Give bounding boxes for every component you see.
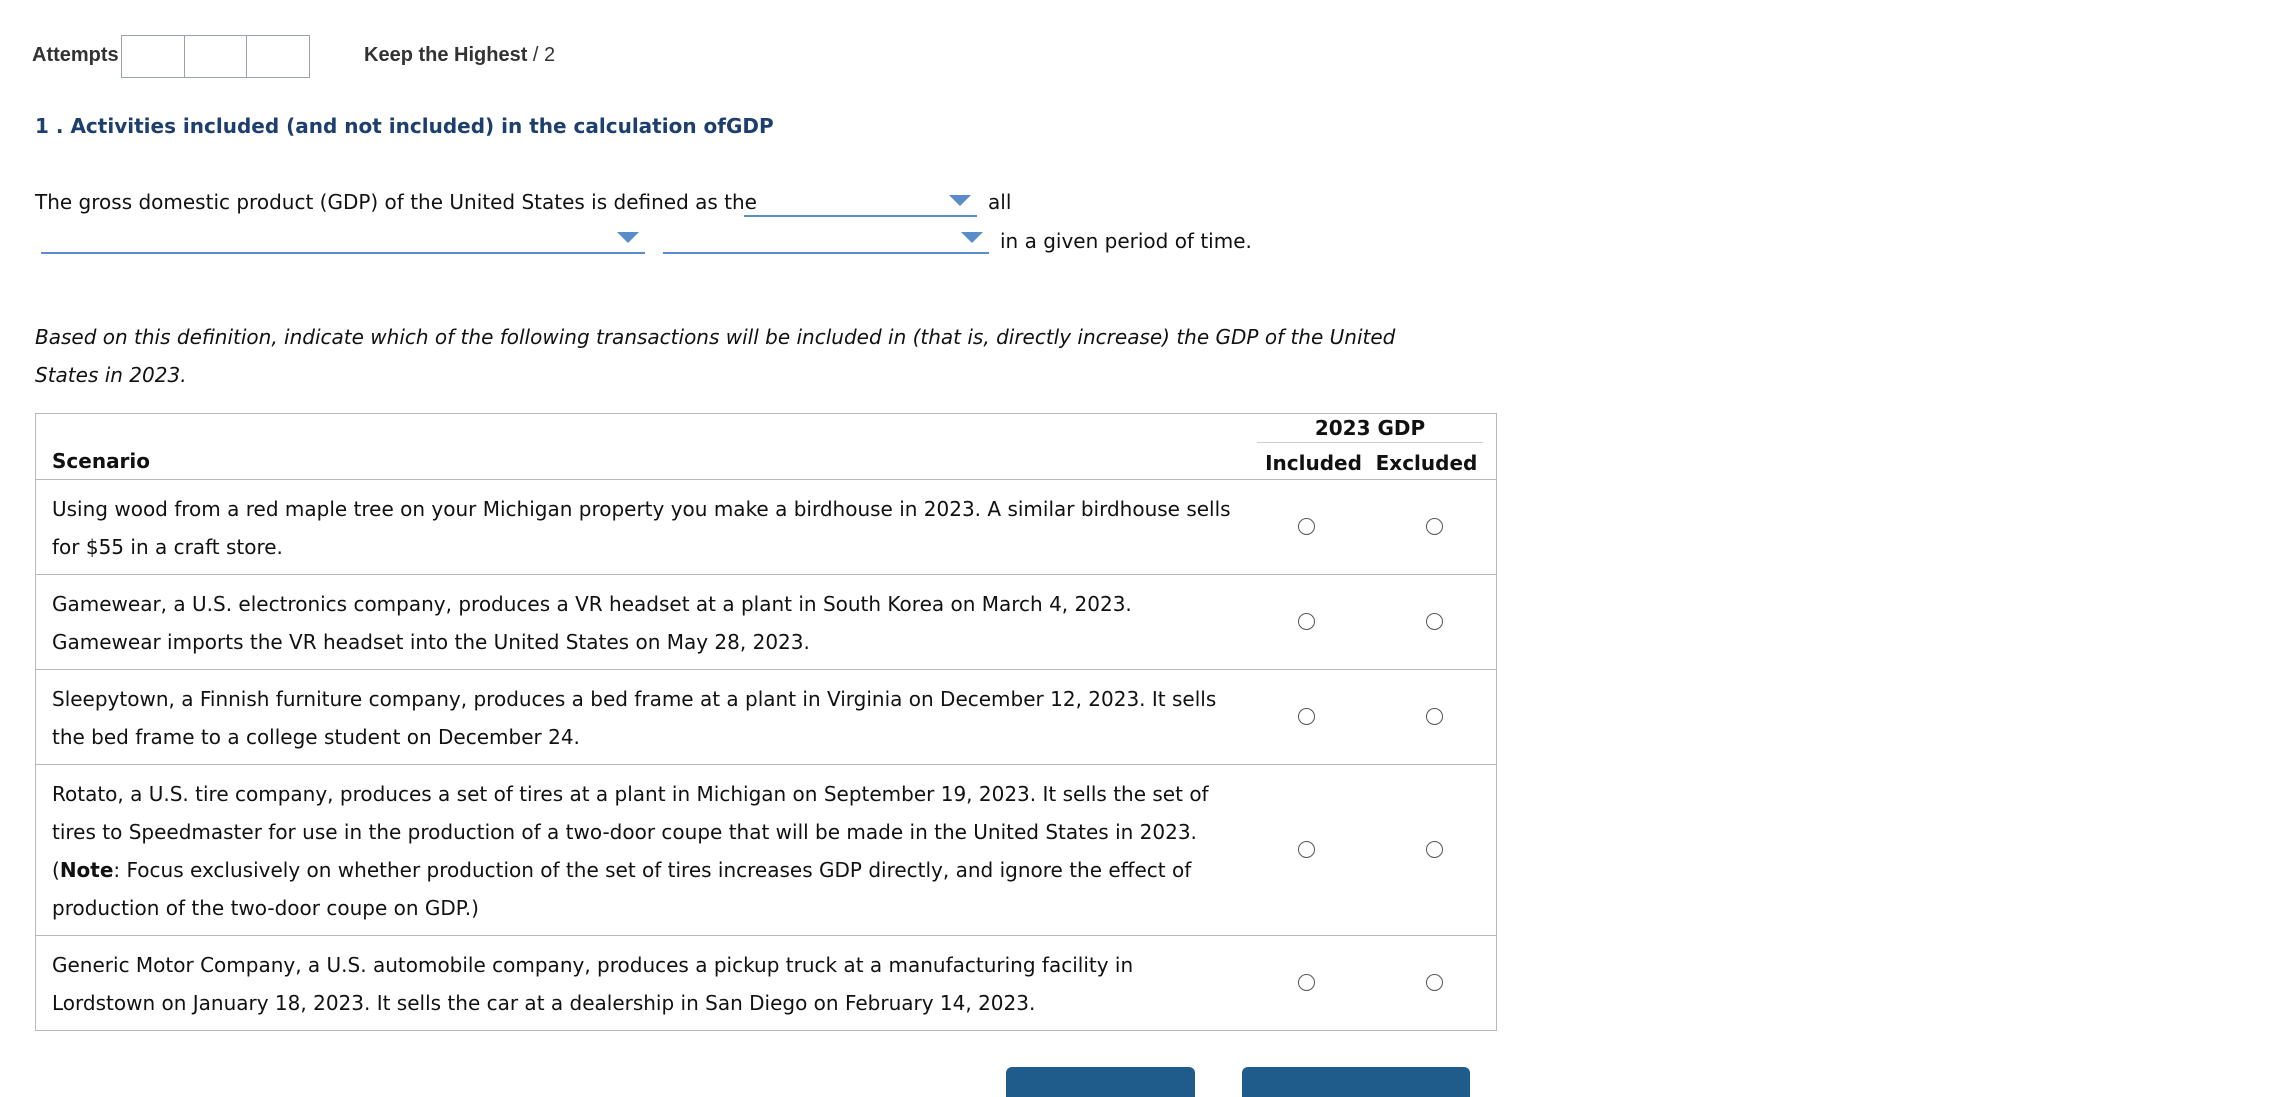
instructions: Based on this definition, indicate which of the following transactions will be included in (that is, directly increase) the GDP of the United States in 2023.: [35, 325, 1396, 387]
radio-included[interactable]: [1298, 613, 1315, 630]
scenario-text: Using wood from a red maple tree on your Michigan property you make a birdhouse in 2023. A similar birdhouse sells for $55 in a craft store.: [52, 497, 1231, 559]
table-row: [36, 575, 1496, 670]
scenario-text: [36, 765, 1236, 937]
attempt-indicators: [121, 35, 310, 78]
chevron-down-icon: [949, 195, 971, 206]
attempt-box-3: [247, 36, 309, 77]
scenario-text: Generic Motor Company, a U.S. automobile company, produces a pickup truck at a manufacturing facility in Lordstown on January 18, 2023. It sells the car at a dealership in San Diego on February 14, 2023.: [52, 953, 1134, 1015]
scenario-text-b: : Focus exclusively on whether production of the set of tires increases GDP directly, and ignore the effect of production of the two-door coupe on GDP.): [52, 858, 1192, 920]
radio-included[interactable]: [1298, 974, 1315, 991]
radio-included[interactable]: [1298, 518, 1315, 535]
dropdown-1[interactable]: [744, 183, 977, 217]
radio-included[interactable]: [1298, 708, 1315, 725]
note-label: Note: [59, 858, 114, 882]
scenario-table: [35, 413, 1497, 1031]
excluded-column-header: Excluded: [1375, 451, 1478, 475]
scenario-text-a: Rotato, a U.S. tire company, produces a set of tires at a plant in Michigan on September 19, 2023. It sells the set of tires to Speedmaster for use in the production of a two-door coupe that will be made in the United States in 2023. (: [52, 782, 1209, 882]
radio-excluded[interactable]: [1426, 974, 1443, 991]
radio-excluded[interactable]: [1426, 841, 1443, 858]
table-header: [36, 414, 1496, 480]
sentence-part-2: all: [988, 190, 1012, 214]
attempt-box-2: [185, 36, 248, 77]
scenario-text: Gamewear, a U.S. electronics company, produces a VR headset at a plant in South Korea on March 4, 2023. Gamewear imports the VR headset into the United States on May 28, 2023.: [52, 592, 1132, 654]
radio-excluded[interactable]: [1426, 518, 1443, 535]
scenario-column-header: Scenario: [52, 449, 151, 473]
radio-included[interactable]: [1298, 841, 1315, 858]
attempt-box-1: [122, 36, 185, 77]
table-row: [36, 480, 1496, 575]
sentence-part-1: The gross domestic product (GDP) of the United States is defined as the: [35, 190, 757, 214]
question-title: 1 . Activities included (and not included) in the calculation ofGDP: [35, 114, 774, 138]
chevron-down-icon: [961, 232, 983, 243]
included-column-header: Included: [1265, 451, 1362, 475]
gdp-group-header: 2023 GDP: [1257, 414, 1483, 443]
radio-excluded[interactable]: [1426, 708, 1443, 725]
dropdown-2[interactable]: [41, 220, 645, 254]
table-row: [36, 670, 1496, 765]
scenario-text: Sleepytown, a Finnish furniture company, produces a bed frame at a plant in Virginia on December 12, 2023. It sells the bed frame to a college student on December 24.: [52, 687, 1217, 749]
gdp-column-group: [1257, 414, 1483, 475]
grading-policy-bold: Keep the Highest: [364, 44, 528, 66]
grading-policy: [364, 44, 555, 67]
table-row: [36, 765, 1496, 936]
table-row: [36, 936, 1496, 1030]
chevron-down-icon: [617, 232, 639, 243]
attempts-label: Attempts: [32, 44, 119, 66]
sentence-part-3: in a given period of time.: [1000, 229, 1252, 253]
grading-policy-count: / 2: [527, 44, 556, 66]
dropdown-3[interactable]: [663, 220, 989, 254]
radio-excluded[interactable]: [1426, 613, 1443, 630]
